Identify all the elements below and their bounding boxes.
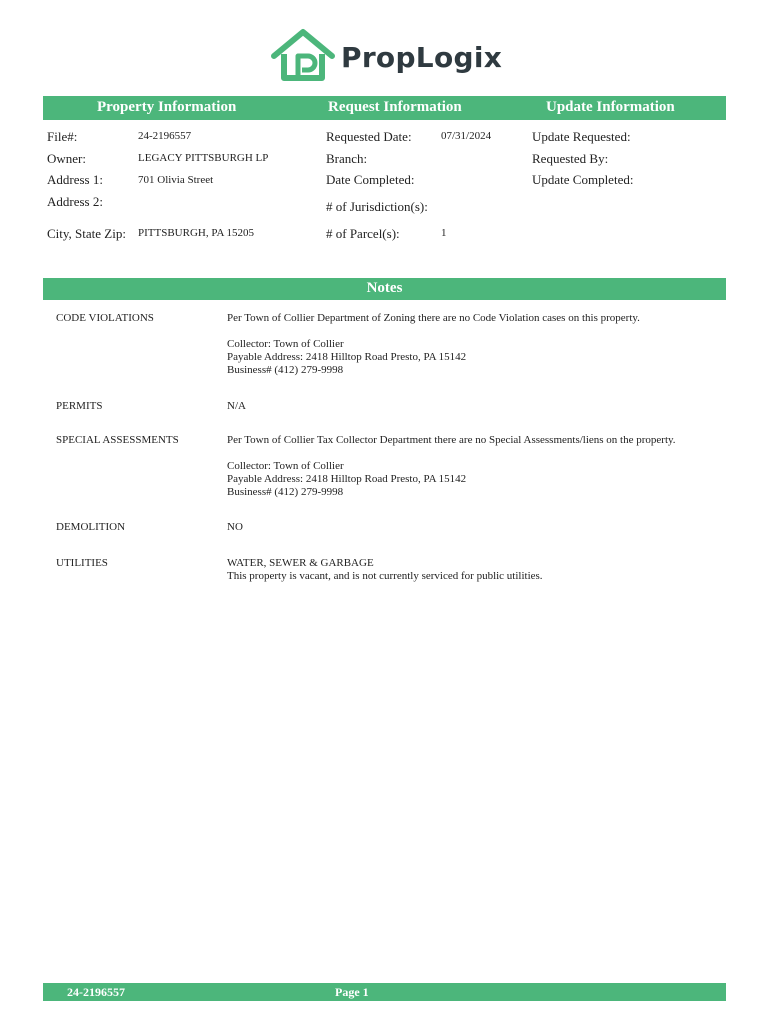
city-state-zip-value: PITTSBURGH, PA 15205 xyxy=(138,227,255,239)
requested-date-label: Requested Date: xyxy=(326,129,412,144)
special-assessments-address: Payable Address: 2418 Hilltop Road Presto, PA 15142 xyxy=(227,473,467,485)
parcels-label: # of Parcel(s): xyxy=(326,226,400,241)
address2-label: Address 2: xyxy=(47,194,103,209)
demolition-label: DEMOLITION xyxy=(56,521,126,533)
notes-title: Notes xyxy=(366,280,403,296)
demolition-text: NO xyxy=(227,521,243,533)
special-assessments-label: SPECIAL ASSESSMENTS xyxy=(56,434,179,446)
footer-page-number: Page 1 xyxy=(335,985,369,999)
proplogix-logo xyxy=(268,28,518,84)
request-information-header: Request Information xyxy=(328,99,462,115)
permits-text: N/A xyxy=(227,400,246,412)
utilities-text: This property is vacant, and is not currently serviced for public utilities. xyxy=(227,570,543,582)
file-value: 24-2196557 xyxy=(138,130,192,142)
footer-bar xyxy=(43,983,726,1001)
owner-value: LEGACY PITTSBURGH LP xyxy=(138,152,269,164)
owner-label: Owner: xyxy=(47,151,86,166)
section-header-bar xyxy=(43,96,726,120)
address1-label: Address 1: xyxy=(47,172,103,187)
update-requested-label: Update Requested: xyxy=(532,129,631,144)
house-logo-icon xyxy=(268,28,338,84)
requested-by-label: Requested By: xyxy=(532,151,609,166)
update-completed-label: Update Completed: xyxy=(532,172,634,187)
file-label: File#: xyxy=(47,129,78,144)
code-violations-label: CODE VIOLATIONS xyxy=(56,312,154,324)
code-violations-address: Payable Address: 2418 Hilltop Road Presto, PA 15142 xyxy=(227,351,467,363)
permits-label: PERMITS xyxy=(56,400,103,412)
date-completed-label: Date Completed: xyxy=(326,172,415,187)
code-violations-phone: Business# (412) 279-9998 xyxy=(227,364,344,376)
requested-date-value: 07/31/2024 xyxy=(441,130,492,142)
branch-label: Branch: xyxy=(326,151,368,166)
update-information-header: Update Information xyxy=(546,99,675,115)
utilities-label: UTILITIES xyxy=(56,557,108,569)
special-assessments-text: Per Town of Collier Tax Collector Department there are no Special Assessments/liens on the property. xyxy=(227,434,676,446)
code-violations-text: Per Town of Collier Department of Zoning there are no Code Violation cases on this property. xyxy=(227,312,640,324)
address1-value: 701 Olivia Street xyxy=(138,174,214,186)
footer-file-number: 24-2196557 xyxy=(67,985,125,999)
code-violations-collector: Collector: Town of Collier xyxy=(227,338,344,350)
utilities-services: WATER, SEWER & GARBAGE xyxy=(227,557,374,569)
special-assessments-phone: Business# (412) 279-9998 xyxy=(227,486,344,498)
notes-header-bar xyxy=(43,278,726,300)
special-assessments-collector: Collector: Town of Collier xyxy=(227,460,344,472)
parcels-value: 1 xyxy=(441,227,447,239)
brand-name: PropLogix xyxy=(341,41,503,74)
jurisdictions-label: # of Jurisdiction(s): xyxy=(326,199,428,214)
property-information-header: Property Information xyxy=(97,99,237,115)
city-state-zip-label: City, State Zip: xyxy=(47,226,126,241)
